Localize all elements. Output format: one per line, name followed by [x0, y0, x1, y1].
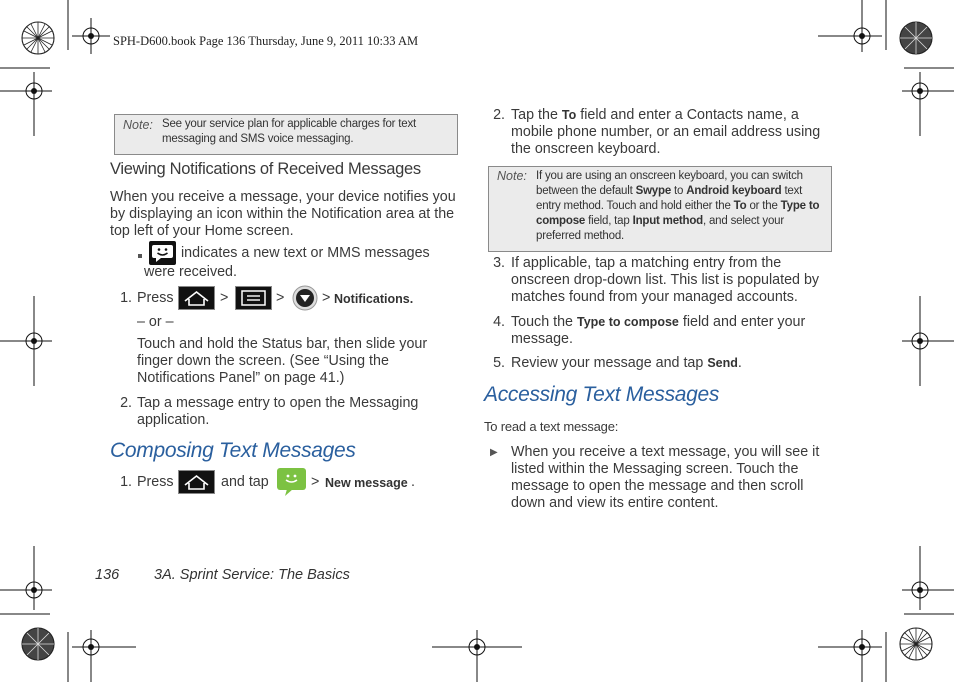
- step-number: 3.: [493, 255, 505, 271]
- step-number: 2.: [493, 107, 505, 123]
- step-number: 1.: [120, 474, 132, 490]
- note-part: field, tap: [588, 215, 630, 227]
- touch-the: Touch the: [511, 314, 573, 330]
- menu-key-icon: [235, 286, 272, 310]
- note-part: to: [674, 185, 684, 197]
- note-part: or the: [749, 200, 778, 212]
- period: .: [411, 474, 415, 490]
- separator-arrow: >: [220, 290, 229, 306]
- triangle-bullet-icon: ▶: [490, 447, 498, 458]
- page-number: 136: [95, 567, 120, 583]
- home-key-icon: [178, 470, 215, 494]
- compose-and-tap: and tap: [221, 474, 269, 490]
- note-text: See your service plan for applicable charges for text messaging and SMS voice messaging.: [162, 118, 417, 145]
- step2-to-field: [511, 107, 836, 158]
- bullet-square: [138, 254, 142, 258]
- book-header: SPH-D600.book Page 136 Thursday, June 9, 2011 10:33 AM: [113, 34, 419, 48]
- note-part: text entry method. Touch and hold either the: [536, 185, 803, 212]
- alternative-instructions: Touch and hold the Status bar, then slide your finger down the screen. (See “Using the Notifications Panel” on page 41.): [137, 336, 428, 386]
- bullet-text-b: were received.: [144, 264, 237, 280]
- or-divider: – or –: [137, 314, 174, 330]
- step-number: 5.: [493, 355, 505, 371]
- accessing-intro: To read a text message:: [484, 419, 619, 434]
- to-label: To: [733, 200, 747, 212]
- step-number: 1.: [120, 290, 132, 306]
- tap-the: Tap the: [511, 107, 558, 123]
- compose-press: Press: [137, 474, 174, 490]
- step-number: 4.: [493, 314, 505, 330]
- step5-main: Review your message and tap: [511, 355, 704, 371]
- step5-text: [511, 355, 742, 372]
- input-method-label: Input method: [632, 215, 703, 227]
- separator-arrow: >: [276, 290, 285, 306]
- step1-press: Press: [137, 290, 174, 306]
- note-box-keyboard: [488, 166, 832, 252]
- bullet-text-a: indicates a new text or MMS messages: [181, 245, 430, 261]
- step4-rest: field and enter your message.: [511, 314, 806, 347]
- swype-label: Swype: [635, 185, 672, 197]
- messaging-app-icon: [276, 467, 307, 497]
- home-key-icon: [178, 286, 215, 310]
- step-number: 2.: [120, 395, 132, 411]
- section-title-composing: Composing Text Messages: [110, 439, 356, 462]
- viewing-intro: When you receive a message, your device notifies you by displaying an icon within the Notification area at the top left of your Home screen.: [110, 189, 456, 239]
- note-label: Note:: [497, 169, 527, 183]
- section-title-accessing: Accessing Text Messages: [484, 383, 720, 406]
- accessing-bullet-text: When you receive a text message, you will see it listed within the Messaging screen. Touch the message to open the message and then scroll down and view its entire content.: [511, 444, 820, 511]
- separator-arrow: >: [322, 290, 331, 306]
- new-message-label: New message: [325, 476, 408, 490]
- notifications-label: Notifications.: [334, 292, 414, 306]
- type-to-compose-label: Type to compose: [536, 200, 820, 227]
- period: .: [737, 355, 742, 371]
- note-part: , and select your preferred method.: [536, 215, 784, 242]
- to-field-label: To: [561, 108, 577, 122]
- footer-section: 3A. Sprint Service: The Basics: [154, 567, 350, 583]
- note-keyboard-text: [536, 169, 826, 244]
- step2-rest: field and enter a Contacts name, a mobile phone number, or an email address using the onscreen keyboard.: [511, 107, 821, 157]
- subheading-viewing-notifications: Viewing Notifications of Received Messages: [110, 160, 421, 178]
- type-to-compose-field-label: Type to compose: [576, 315, 679, 329]
- separator-arrow: >: [311, 474, 320, 490]
- notifications-menu-icon: [292, 285, 318, 311]
- android-keyboard-label: Android keyboard: [686, 185, 782, 197]
- send-label: Send: [707, 356, 738, 370]
- new-message-notification-icon: [149, 241, 176, 265]
- step2-text: Tap a message entry to open the Messaging application.: [137, 395, 419, 428]
- note-part: If you are using an onscreen keyboard, you can switch between the default: [536, 170, 803, 197]
- note-box-charges: [114, 114, 458, 155]
- note-label: Note:: [123, 118, 153, 132]
- step4-text: [511, 314, 831, 348]
- step3-text: If applicable, tap a matching entry from the onscreen drop-down list. This list is populated by matches found from your managed accounts.: [511, 255, 820, 305]
